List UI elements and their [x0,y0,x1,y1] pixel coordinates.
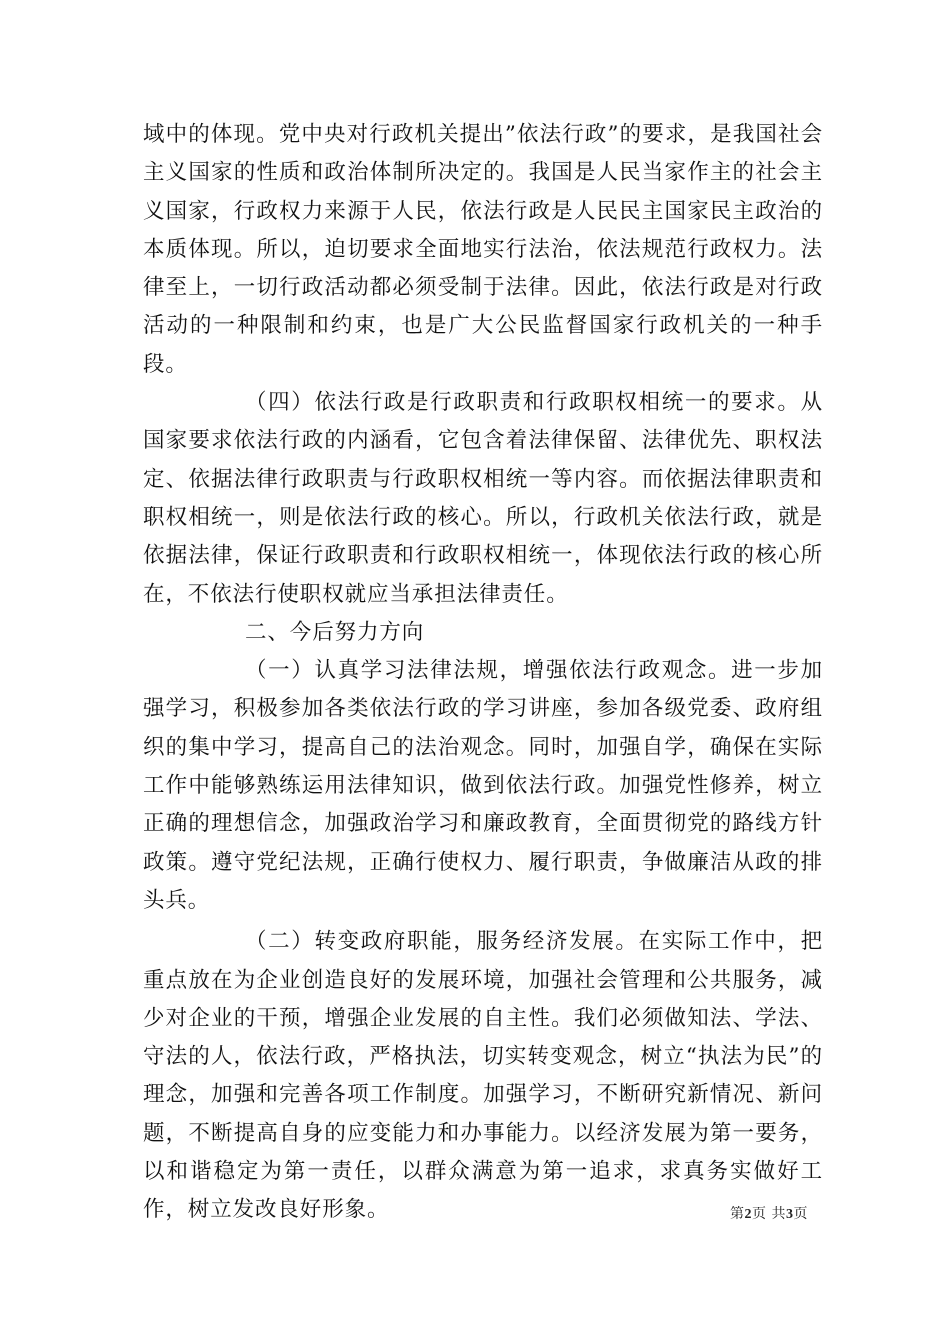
document-body [143,116,823,1230]
paragraph-continuation: 域中的体现。党中央对行政机关提出”依法行政”的要求，是我国社会主义国家的性质和政治体制所决定的。我国是人民当家作主的社会主义国家，行政权力来源于人民，依法行政是人民民主国家民主政治的本质体现。所以，迫切要求全面地实行法治，依法规范行政权力。法律至上，一切行政活动都必须受制于法律。因此，依法行政是对行政活动的一种限制和约束，也是广大公民监督国家行政机关的一种手段。 [143,122,823,377]
footer-middle: 页 共 [752,1206,786,1222]
paragraph-item-two: （二）转变政府职能，服务经济发展。在实际工作中，把重点放在为企业创造良好的发展环境，加强社会管理和公共服务，减少对企业的干预，增强企业发展的自主性。我们必须做知法、学法、守法的人，依法行政，严格执法，切实转变观念，树立“执法为民”的理念，加强和完善各项工作制度。加强学习，不断研究新情况、新问题，不断提高自身的应变能力和办事能力。以经济发展为第一要务，以和谐稳定为第一责任，以群众满意为第一追求，求真务实做好工作，树立发改良好形象。 [143,929,823,1223]
footer-current-page: 2 [744,1207,753,1222]
section-heading-future-direction: 二、今后努力方向 [245,619,425,645]
paragraph-section-four: （四）依法行政是行政职责和行政职权相统一的要求。从国家要求依法行政的内涵看，它包含着法律保留、法律优先、职权法定、依据法律行政职责与行政职权相统一等内容。而依据法律职责和职权相统一，则是依法行政的核心。所以，行政机关依法行政，就是依据法律，保证行政职责和行政职权相统一，体现依法行政的核心所在，不依法行使职权就应当承担法律责任。 [143,390,823,607]
paragraph-item-one: （一）认真学习法律法规，增强依法行政观念。进一步加强学习，积极参加各类依法行政的学习讲座，参加各级党委、政府组织的集中学习，提高自己的法治观念。同时，加强自学，确保在实际工作中能够熟练运用法律知识，做到依法行政。加强党性修养，树立正确的理想信念，加强政治学习和廉政教育，全面贯彻党的路线方针政策。遵守党纪法规，正确行使权力、履行职责，争做廉洁从政的排头兵。 [143,658,823,913]
footer-prefix: 第 [730,1206,745,1222]
footer-total-pages: 3 [786,1207,794,1222]
page-number-footer [730,1203,808,1223]
footer-suffix: 页 [793,1206,808,1222]
